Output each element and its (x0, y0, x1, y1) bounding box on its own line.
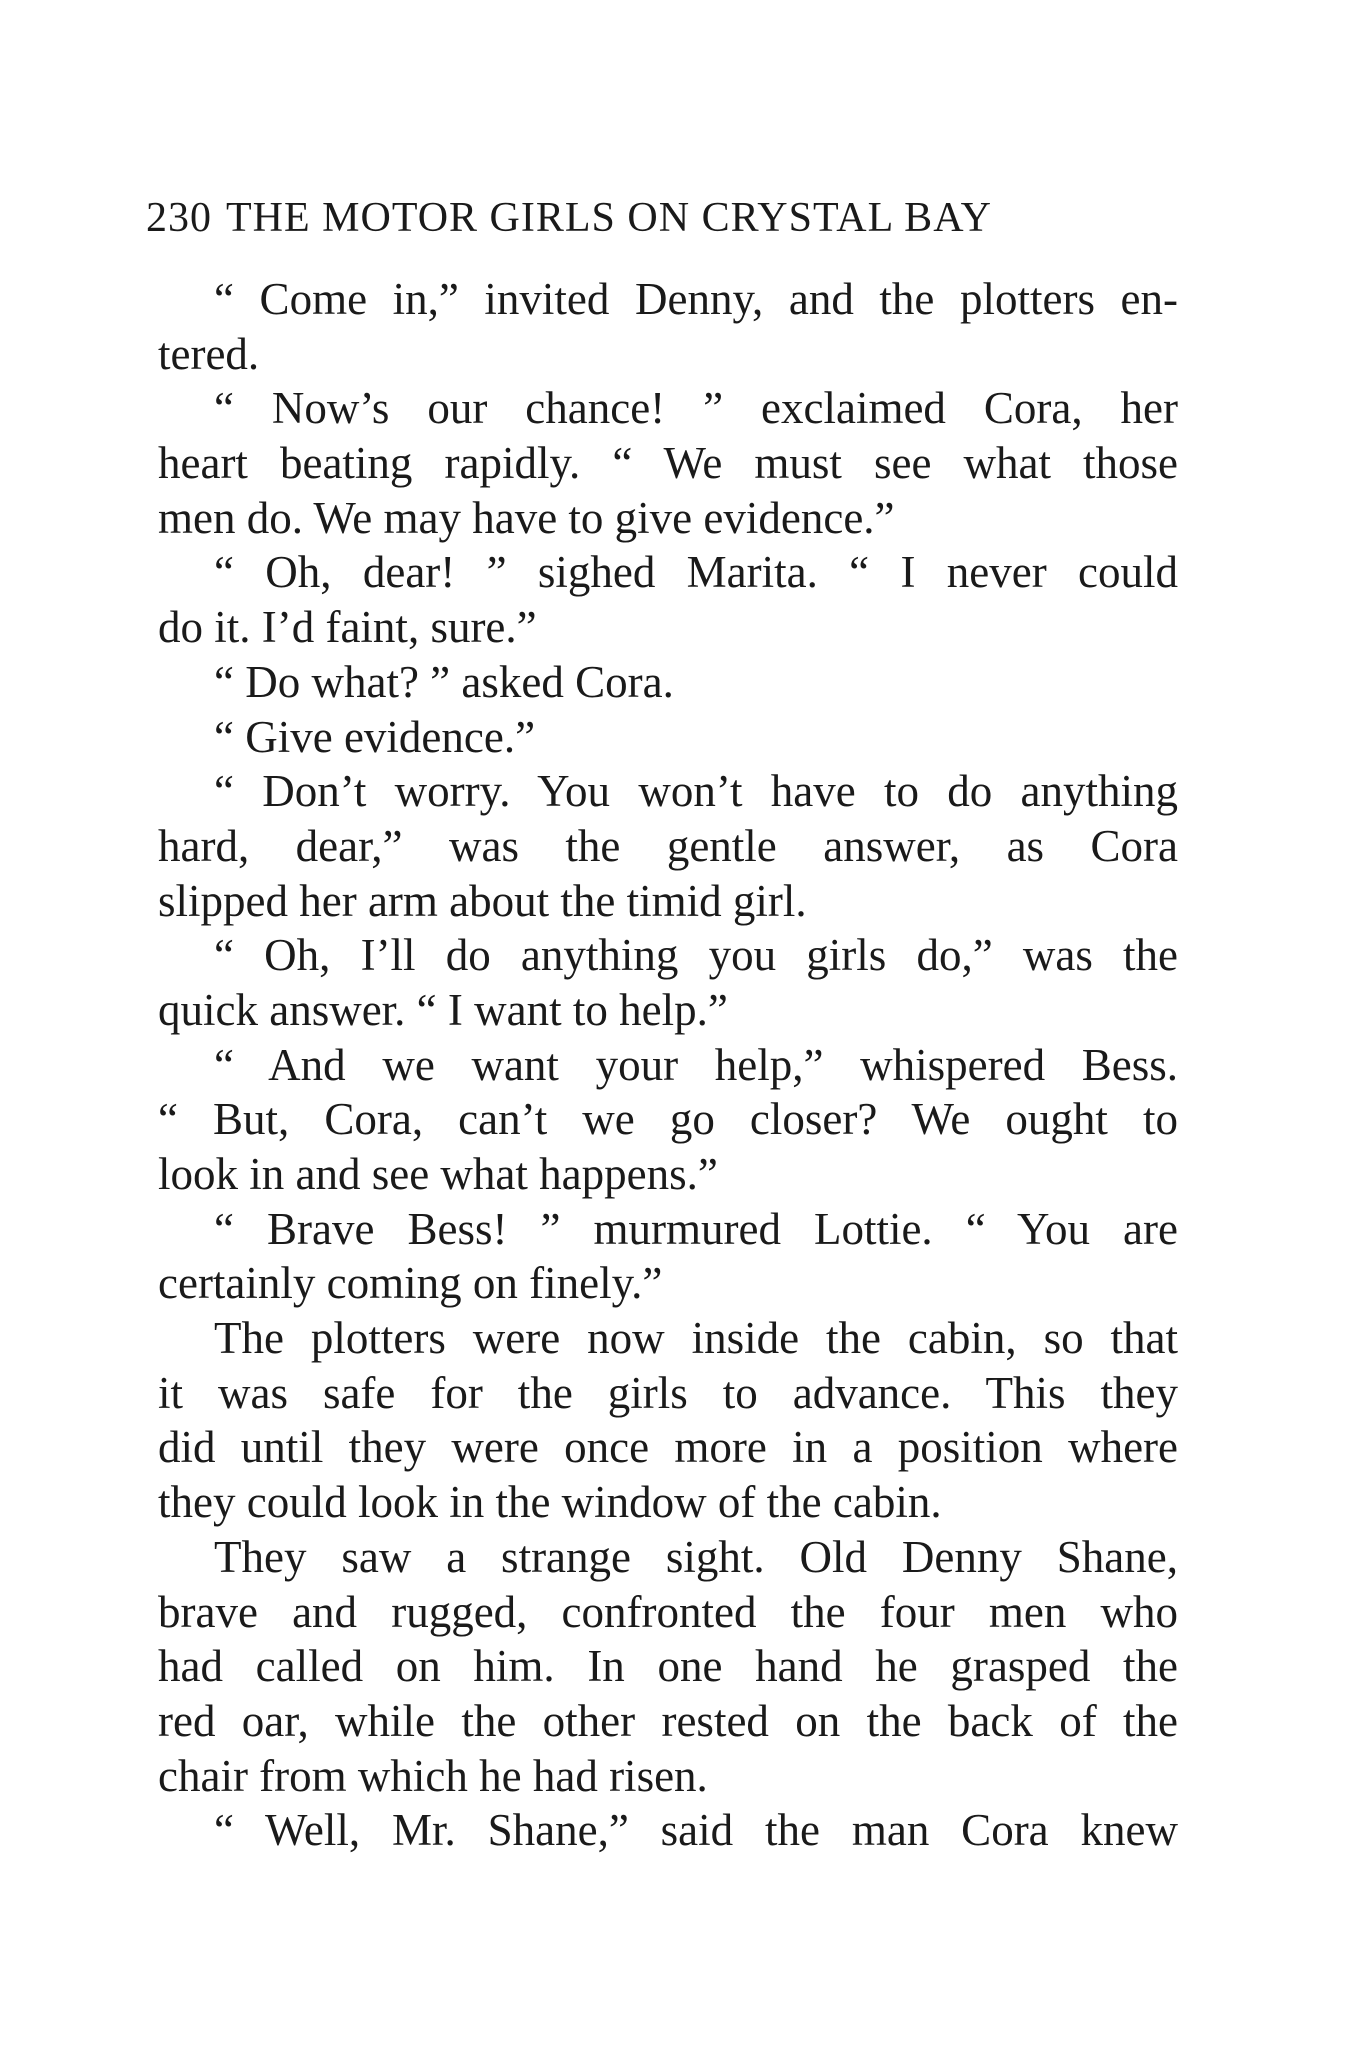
text-line: quick answer. “ I want to help.” (158, 984, 728, 1035)
text-line: “ Give evidence.” (214, 711, 536, 762)
text-line: “ Now’s our chance! ” exclaimed Cora, her (214, 383, 1178, 434)
text-line: they could look in the window of the cabin. (158, 1477, 942, 1528)
text-line: The plotters were now inside the cabin, so that (214, 1313, 1178, 1364)
text-line: had called on him. In one hand he grasped the (158, 1641, 1178, 1692)
text-line: slipped her arm about the timid girl. (158, 875, 807, 926)
text-line: it was safe for the girls to advance. This they (158, 1367, 1178, 1418)
text-line: brave and rugged, confronted the four men who (158, 1586, 1178, 1637)
text-line: They saw a strange sight. Old Denny Shane, (214, 1531, 1178, 1582)
text-line: did until they were once more in a position where (158, 1422, 1178, 1473)
text-line: “ Come in,” invited Denny, and the plotters en- (214, 274, 1178, 324)
text-line: “ And we want your help,” whispered Bess. (214, 1039, 1178, 1090)
text-line: “ Brave Bess! ” murmured Lottie. “ You are (214, 1203, 1178, 1254)
text-line: heart beating rapidly. “ We must see what those (158, 438, 1178, 489)
text-line: “ Do what? ” asked Cora. (214, 656, 674, 707)
text-line: do it. I’d faint, sure.” (158, 602, 537, 653)
text-line: red oar, while the other rested on the back of the (158, 1695, 1178, 1746)
text-line: “ Oh, dear! ” sighed Marita. “ I never could (214, 547, 1178, 598)
text-line: “ Well, Mr. Shane,” said the man Cora knew (214, 1805, 1178, 1856)
running-header (146, 190, 1176, 246)
text-line: “ Don’t worry. You won’t have to do anything (214, 766, 1178, 817)
running-title: THE MOTOR GIRLS ON CRYSTAL BAY (226, 195, 993, 241)
text-line: certainly coming on finely.” (158, 1258, 663, 1309)
page-number: 230 (146, 195, 212, 241)
text-line: men do. We may have to give evidence.” (158, 492, 895, 543)
text-line: “ But, Cora, can’t we go closer? We ought to (158, 1094, 1178, 1145)
text-line: chair from which he had risen. (158, 1750, 708, 1801)
body-text (158, 272, 1178, 1858)
text-line: “ Oh, I’ll do anything you girls do,” was the (214, 930, 1178, 981)
text-line: hard, dear,” was the gentle answer, as Cora (158, 820, 1178, 871)
text-line: tered. (158, 328, 260, 379)
text-line: look in and see what happens.” (158, 1149, 718, 1199)
